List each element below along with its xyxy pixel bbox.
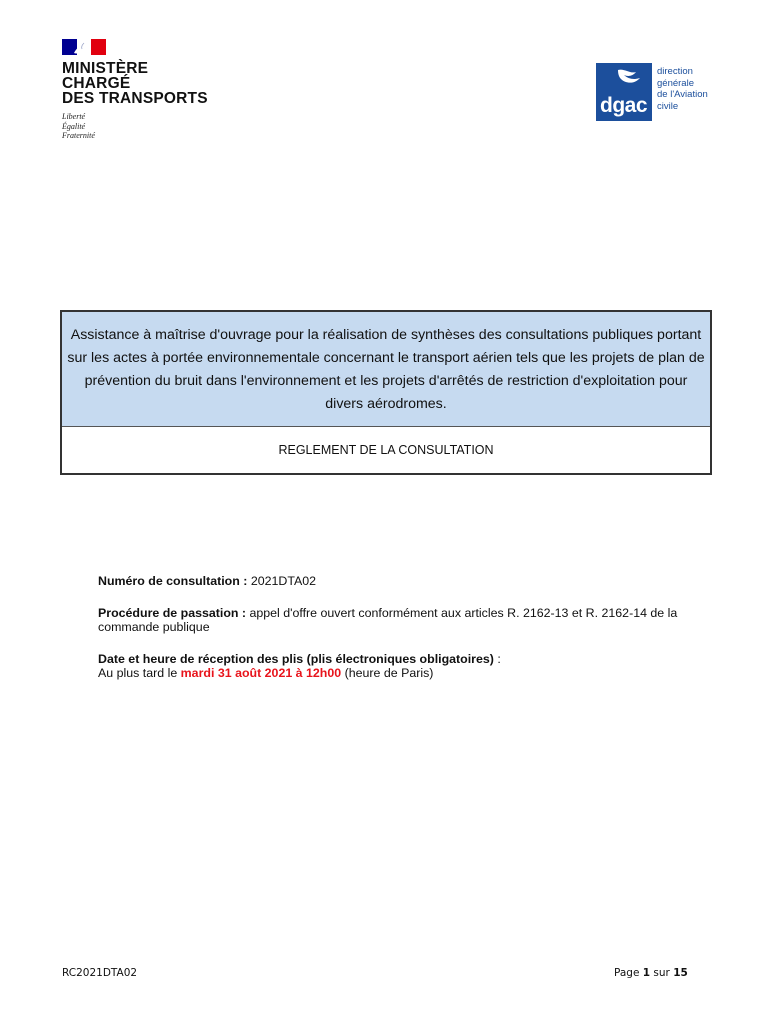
reception-date: Date et heure de réception des plis (plis électroniques obligatoires) : Au plus tard le mardi 31 août 2021 à 12h00 (heure de Paris) bbox=[98, 651, 501, 680]
deadline-date: mardi 31 août 2021 à 12h00 bbox=[180, 666, 342, 680]
dgac-logo bbox=[596, 63, 708, 121]
footer-reference: RC2021DTA02 bbox=[62, 967, 138, 979]
subject-title: Assistance à maîtrise d'ouvrage pour la réalisation de synthèses des consultations publiques portant sur les actes à portée environnementale concernant le transport aérien tels que les projets de plan de prévention du bruit dans l'environnement et les projets d'arrêtés de restriction d'exploitation pour divers aérodromes. bbox=[62, 312, 710, 427]
ministry-name: MINISTÈRE CHARGÉ DES TRANSPORTS bbox=[62, 60, 208, 107]
page-number: Page 1 sur 15 bbox=[614, 967, 688, 979]
ministry-logo bbox=[62, 39, 232, 141]
dgac-logo-box bbox=[596, 63, 652, 121]
dgac-bird-icon bbox=[614, 66, 644, 88]
dgac-abbrev: dgac bbox=[600, 94, 648, 117]
dgac-full-name: direction générale de l'Aviation civile bbox=[657, 66, 708, 112]
marianne-flag-icon bbox=[62, 39, 106, 55]
consultation-info bbox=[98, 574, 718, 698]
republic-motto: Liberté Égalité Fraternité bbox=[62, 112, 95, 140]
title-block bbox=[60, 310, 712, 475]
procedure: Procédure de passation : appel d'offre ouvert conformément aux articles R. 2162-13 et R. 2162-14 de la commande publique bbox=[98, 605, 678, 634]
document-type: REGLEMENT DE LA CONSULTATION bbox=[278, 443, 494, 457]
consultation-number: Numéro de consultation : 2021DTA02 bbox=[98, 574, 317, 588]
